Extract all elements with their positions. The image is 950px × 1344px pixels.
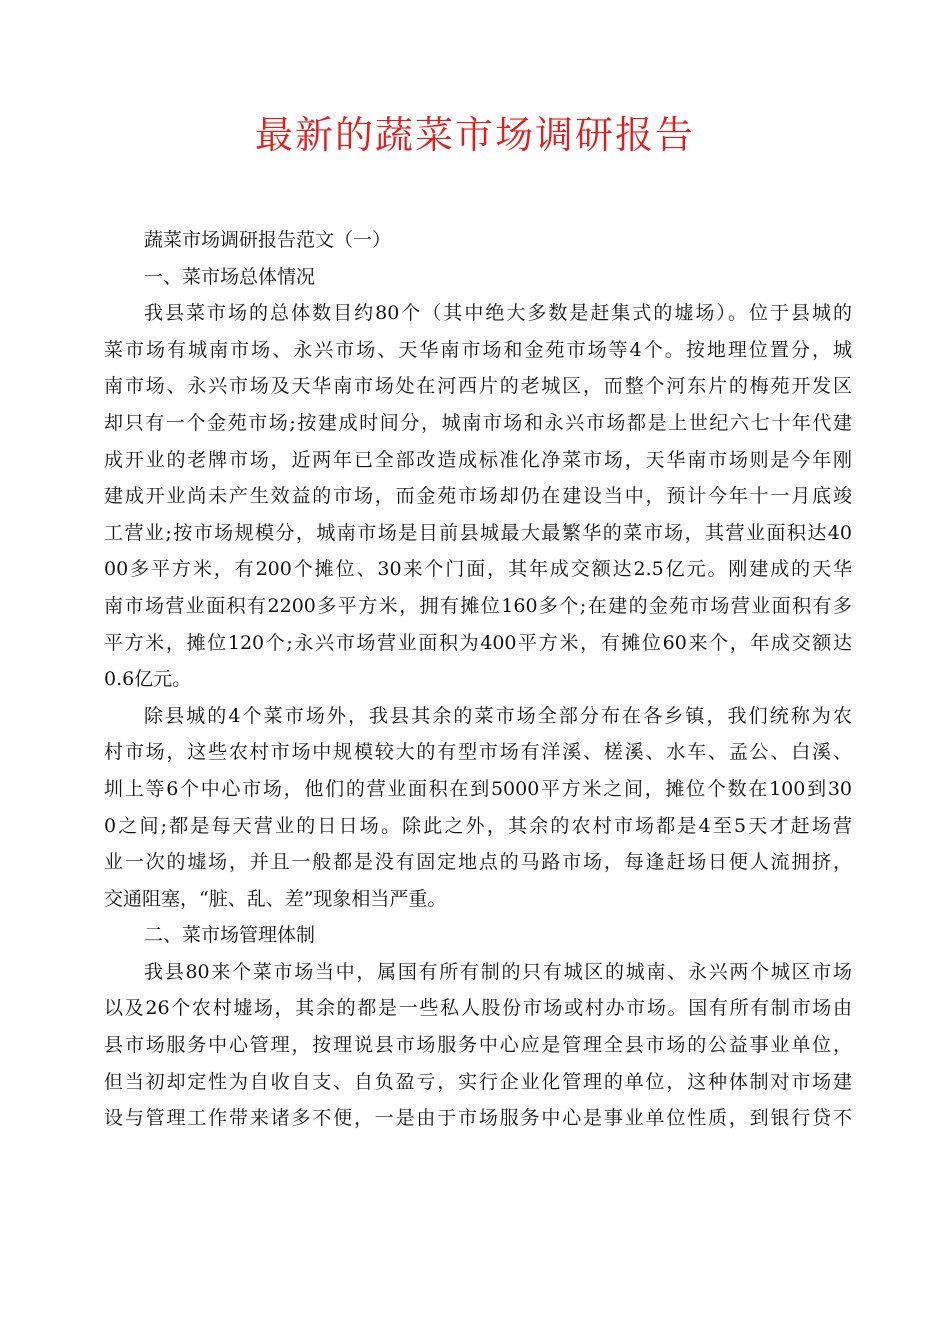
body-text-line: 村市场，这些农村市场中规模较大的有型市场有洋溪、槎溪、水车、孟公、白溪、	[104, 741, 852, 764]
body-text-line: 县市场服务中心管理，按理说县市场服务中心应是管理全县市场的公益事业单位，	[104, 1034, 852, 1057]
body-text-line: 业一次的墟场，并且一般都是没有固定地点的马路市场，每逢赶场日便人流拥挤，	[104, 851, 852, 874]
body-text-line: 却只有一个金苑市场;按建成时间分，城南市场和永兴市场都是上世纪六七十年代建	[104, 411, 852, 434]
body-text-line: 菜市场有城南市场、永兴市场、天华南市场和金苑市场等4个。按地理位置分，城	[104, 338, 852, 361]
body-text-line: 设与管理工作带来诸多不便，一是由于市场服务中心是事业单位性质，到银行贷不	[104, 1107, 852, 1130]
body-text-line: 0之间;都是每天营业的日日场。除此之外，其余的农村市场都是4至5天才赶场营	[104, 814, 852, 837]
document-title: 最新的蔬菜市场调研报告	[254, 113, 695, 157]
body-text-line: 0.6亿元。	[104, 668, 192, 691]
body-text-line: 建成开业尚未产生效益的市场，而金苑市场却仍在建设当中，预计今年十一月底竣	[104, 485, 852, 508]
body-text-line: 我县菜市场的总体数目约80个（其中绝大多数是赶集式的墟场）。位于县城的	[144, 302, 852, 325]
body-text-line: 交通阻塞，“脏、乱、差”现象相当严重。	[104, 887, 447, 910]
body-text-line: 以及26个农村墟场，其余的都是一些私人股份市场或村办市场。国有所有制市场由	[104, 997, 852, 1020]
section-heading: 蔬菜市场调研报告范文（一）	[144, 229, 392, 251]
body-text-line: 00多平方米，有200个摊位、30来个门面，其年成交额达2.5亿元。刚建成的天华	[104, 558, 852, 581]
body-text-line: 工营业;按市场规模分，城南市场是目前县城最大最繁华的菜市场，其营业面积达40	[104, 521, 852, 544]
body-text-line: 我县80来个菜市场当中，属国有所有制的只有城区的城南、永兴两个城区市场	[144, 960, 852, 983]
body-text-line: 成开业的老牌市场，近两年已全部改造成标准化净菜市场，天华南市场则是今年刚	[104, 448, 852, 471]
body-text-line: 圳上等6个中心市场，他们的营业面积在到5000平方米之间，摊位个数在100到30	[104, 777, 852, 800]
body-text-line: 南市场营业面积有2200多平方米，拥有摊位160多个;在建的金苑市场营业面积有多	[104, 594, 852, 617]
body-text-line: 但当初却定性为自收自支、自负盈亏，实行企业化管理的单位，这种体制对市场建	[104, 1070, 852, 1093]
body-text-line: 平方米，摊位120个;永兴市场营业面积为400平方米，有摊位60来个，年成交额达	[104, 631, 852, 654]
body-text-line: 除县城的4个菜市场外，我县其余的菜市场全部分布在各乡镇，我们统称为农	[144, 704, 852, 727]
section-heading: 二、菜市场管理体制	[144, 924, 316, 947]
body-text-line: 南市场、永兴市场及天华南市场处在河西片的老城区，而整个河东片的梅苑开发区	[104, 375, 852, 398]
section-heading: 一、菜市场总体情况	[144, 265, 316, 288]
document-body	[104, 222, 852, 1137]
